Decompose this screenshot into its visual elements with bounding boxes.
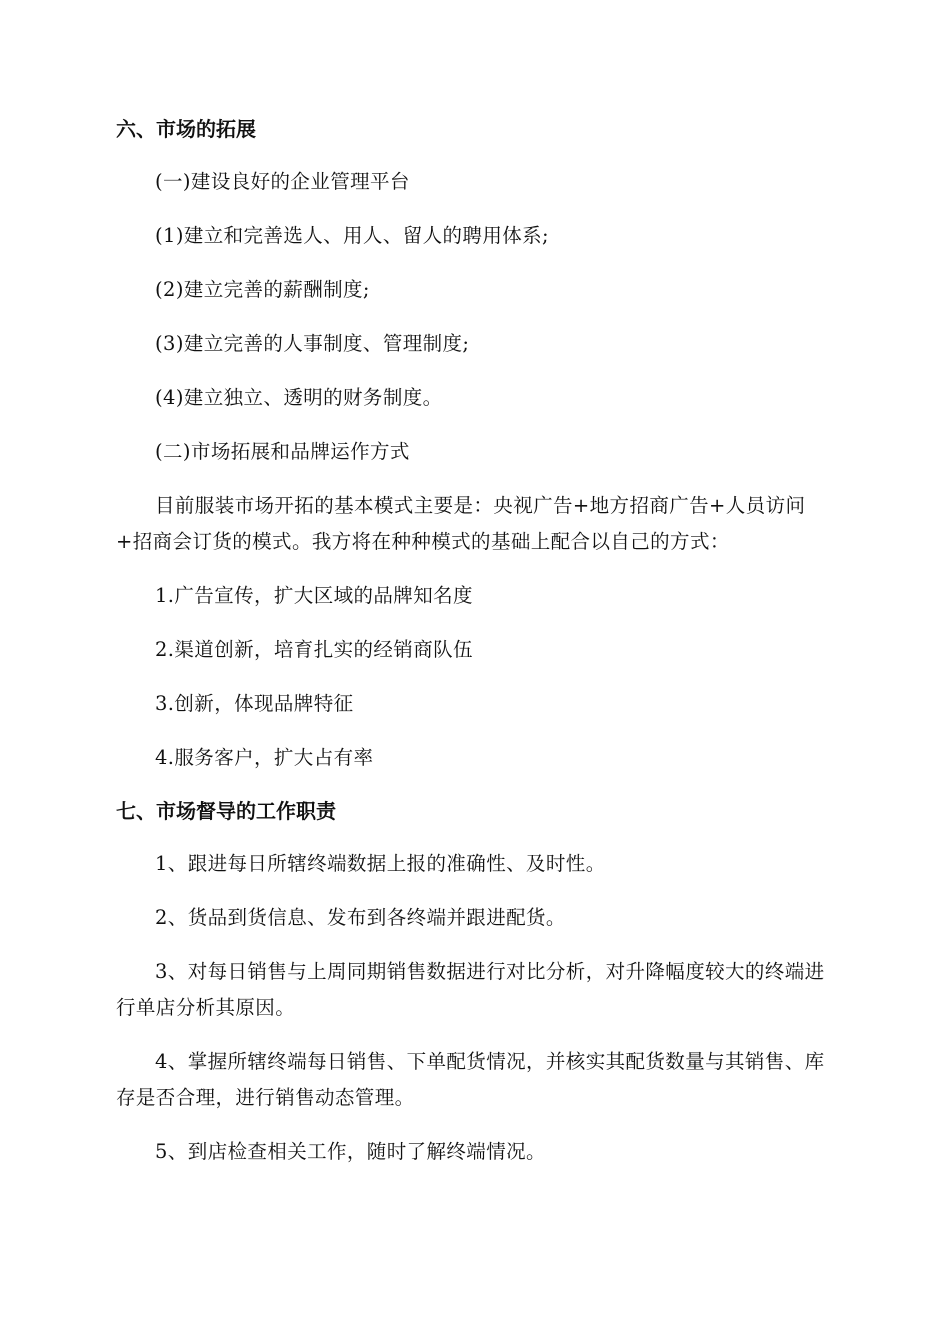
list-item: 1、跟进每日所辖终端数据上报的准确性、及时性。: [155, 852, 606, 875]
document-page: [116, 112, 832, 1170]
list-item: 3.创新，体现品牌特征: [155, 692, 354, 715]
list-item: 4、掌握所辖终端每日销售、下单配货情况，并核实其配货数量与其销售、库存是否合理，进行销售动态管理。: [116, 1050, 825, 1109]
paragraph: 目前服装市场开拓的基本模式主要是：央视广告+地方招商广告+人员访问+招商会订货的模式。我方将在种种模式的基础上配合以自己的方式：: [116, 494, 806, 553]
section-heading-market-expansion: 六、市场的拓展: [116, 117, 256, 141]
paragraph: (1)建立和完善选人、用人、留人的聘用体系;: [155, 224, 549, 247]
list-item: 4.服务客户，扩大占有率: [155, 746, 374, 769]
paragraph: (二)市场拓展和品牌运作方式: [155, 440, 410, 463]
list-item: 1.广告宣传，扩大区域的品牌知名度: [155, 584, 473, 607]
list-item: 2、货品到货信息、发布到各终端并跟进配货。: [155, 906, 566, 929]
paragraph: (一)建设良好的企业管理平台: [155, 170, 410, 193]
paragraph: (2)建立完善的薪酬制度;: [155, 278, 370, 301]
list-item: 2.渠道创新，培育扎实的经销商队伍: [155, 638, 473, 661]
list-item: 5、到店检查相关工作，随时了解终端情况。: [155, 1140, 546, 1163]
paragraph: (4)建立独立、透明的财务制度。: [155, 386, 443, 409]
paragraph: (3)建立完善的人事制度、管理制度;: [155, 332, 470, 355]
section-heading-supervisor-duties: 七、市场督导的工作职责: [116, 799, 336, 823]
list-item: 3、对每日销售与上周同期销售数据进行对比分析，对升降幅度较大的终端进行单店分析其原因。: [116, 960, 825, 1019]
